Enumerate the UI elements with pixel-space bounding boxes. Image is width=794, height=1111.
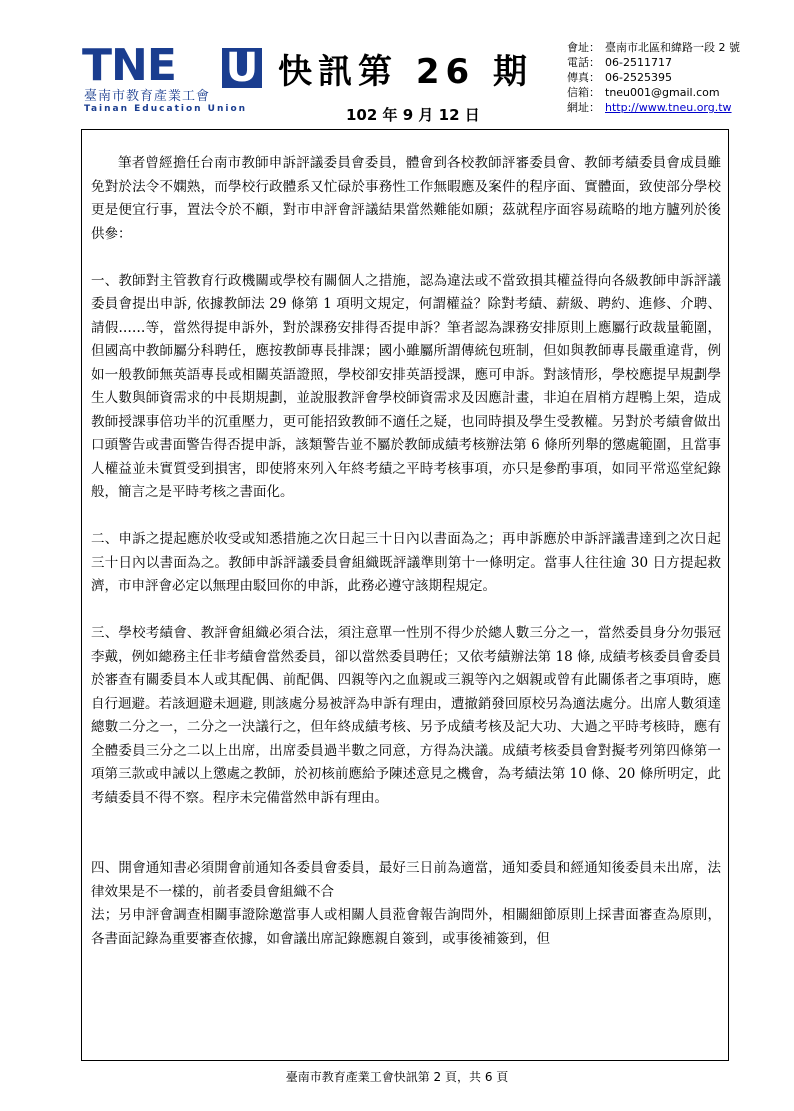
contact-fax: 傳真： 06-2525395 <box>567 71 672 84</box>
logo-chinese-name: 臺南市教育產業工會 <box>84 89 211 104</box>
newsletter-date: 102 年 9 月 12 日 <box>346 106 480 124</box>
contact-info <box>567 40 791 115</box>
logo-english-name: Tainan Education Union <box>84 104 248 114</box>
logo-letters: TNE <box>82 40 176 91</box>
item-3-paragraph: 三、學校考績會、教評會組織必須合法，須注意單一性別不得少於總人數三分之一，當然委員身分勿張冠李戴，例如總務主任非考績會當然委員，卻以當然委員聘任；又依考績辦法第 18 條, 成績考核委員會委員於審查有關委員本人或其配偶、前配偶、四親等內之血親或三親等內之姻親或曾有此關係者之事項時，應自行迴避。若該迴避未迴避, 則該處分易被評為申訴有理由，遭撤銷發回原校另為適法處分。出席人數須達總數二分之一，二分之一決議行之，但年終成績考核、另予成績考核及記大功、大過之平時考核時，應有全體委員三分之二以上出席，出席委員過半數之同意，方得為決議。成績考核委員會對擬考列第四條第一項第三款或申誡以上懲處之教師，於初核前應給予陳述意見之機會，為考績法第 10 條、20 條所明定，此考績委員不得不察。程序未完備當然申訴有理由。 <box>91 625 721 806</box>
item-2-paragraph: 二、申訴之提起應於收受或知悉措施之次日起三十日內以書面為之；再申訴應於申訴評議書達到之次日起三十日內以書面為之。教師申訴評議委員會組織既評議準則第十一條明定。當事人往往逾 30 日方提起救濟，市申評會必定以無理由駁回你的申訴，此務必遵守該期程規定。 <box>91 531 721 594</box>
newsletter-title: 快訊第 26 期 <box>278 52 533 92</box>
page-footer: 臺南市教育產業工會快訊第 2 頁，共 6 頁 <box>285 1070 509 1084</box>
contact-address: 會址： 臺南市北區和緯路一段 2 號 <box>567 41 740 54</box>
item-4-continuation: 法；另申評會調查相關事證除邀當事人或相關人員蒞會報告詢問外，相關細節原則上採書面審查為原則，各書面記錄為重要審查依據，如會議出席記錄應親自簽到，或事後補簽到，但 <box>91 907 721 947</box>
page-header <box>0 0 794 128</box>
tneu-logo <box>82 40 268 114</box>
contact-email: 信箱： tneu001@gmail.com <box>567 86 720 99</box>
item-1-paragraph: 一、教師對主管教育行政機關或學校有關個人之措施，認為違法或不當致損其權益得向各級教師申訴評議委員會提出申訴, 依據教師法 29 條第 1 項明文規定，何謂權益？除對考績、薪級、聘約、進修、介聘、請假……等，當然得提申訴外，對於課務安排得否提申訴？筆者認為課務安排原則上應屬行政裁量範圍，但國高中教師屬分科聘任，應按教師專長排課；國小雖屬所謂傳統包班制，但如與教師專長嚴重違背，例如一般教師無英語專長或相關英語證照，學校卻安排英語授課，應可申訴。對該情形，學校應提早規劃學生人數與師資需求的中長期規劃，並說服教評會學校師資需求及因應計畫，非迫在眉梢方趕鴨上架，造成教師授課事倍功半的沉重壓力，更可能招致教師不適任之疑，也同時損及學生受教權。另對於考績會做出口頭警告或書面警告得否提申訴，該類警告並不屬於教師成績考核辦法第 6 條所列舉的懲處範圍，且當事人權益並未實質受到損害，即使將來列入年終考績之平時考核事項，亦只是參酌事項，如同平常巡堂紀錄般，簡言之是平時考核之書面化。 <box>91 272 721 500</box>
contact-phone: 電話： 06-2511717 <box>567 56 672 69</box>
logo-u-box: U <box>222 48 262 88</box>
contact-website: 網址： http://www.tneu.org.tw <box>567 101 732 114</box>
website-link[interactable]: http://www.tneu.org.tw <box>605 101 732 114</box>
article-body <box>91 152 721 951</box>
item-4-paragraph: 四、開會通知書必須開會前通知各委員會委員，最好三日前為適當，通知委員和經通知後委員未出席，法律效果是不一樣的，前者委員會組織不合 <box>91 860 721 900</box>
intro-paragraph: 筆者曾經擔任台南市教師申訴評議委員會委員，體會到各校教師評審委員會、教師考績委員會成員雖免對於法令不嫻熟，而學校行政體系又忙碌於事務性工作無暇應及案件的程序面、實體面，致使部分學校更是便宜行事，置法令於不顧，對市申評會評議結果當然難能如願；茲就程序面容易疏略的地方臚列於後供參： <box>91 155 721 242</box>
